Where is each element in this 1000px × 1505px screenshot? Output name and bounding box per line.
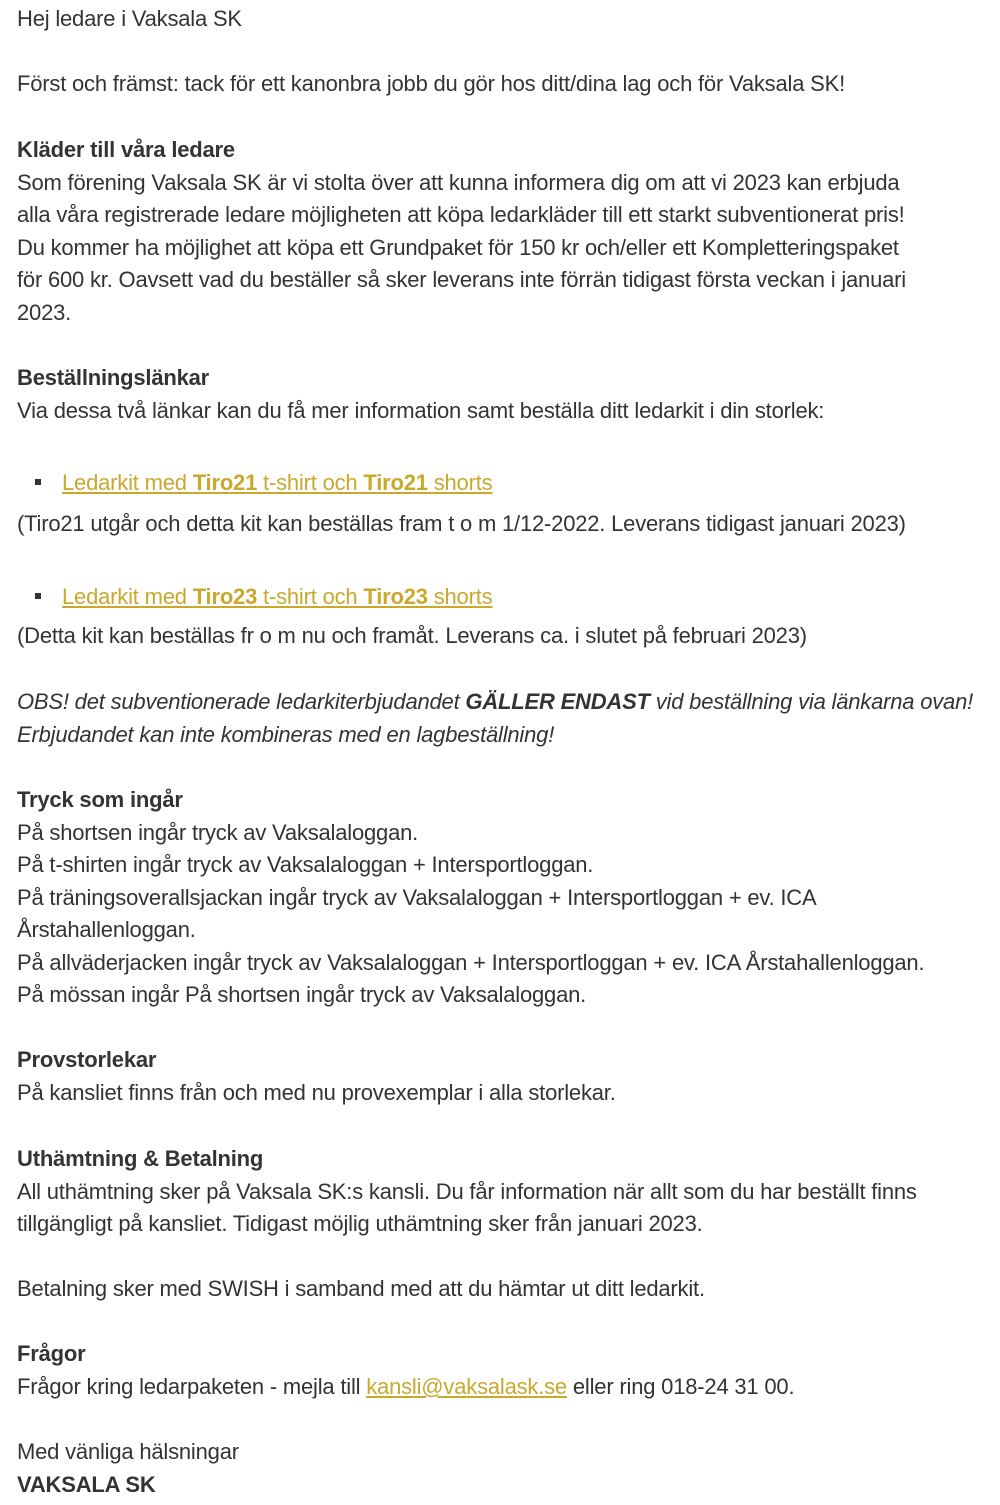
tiro23-order-link[interactable]: Ledarkit med Tiro23 t-shirt och Tiro23 shorts: [62, 584, 493, 609]
org-signature: VAKSALA SK: [17, 1472, 156, 1497]
print-line: På allväderjacken ingår tryck av Vaksalaloggan + Intersportloggan + ev. ICA Årstahallenloggan.: [17, 950, 925, 975]
obs-notice-line2: Erbjudandet kan inte kombineras med en lagbeställning!: [17, 722, 555, 747]
questions-heading: Frågor: [17, 1341, 86, 1366]
print-heading: Tryck som ingår: [17, 787, 183, 812]
regards-text: Med vänliga hälsningar: [17, 1439, 239, 1464]
clothes-line: 2023.: [17, 300, 72, 325]
tiro21-note: (Tiro21 utgår och detta kit kan beställas fram t o m 1/12-2022. Leverans tidigast januari 2023): [17, 511, 906, 536]
print-line: På t-shirten ingår tryck av Vaksalaloggan + Intersportloggan.: [17, 852, 594, 877]
pickup-line: All uthämtning sker på Vaksala SK:s kansli. Du får information när allt som du har beställt finns: [17, 1179, 917, 1204]
order-heading: Beställningslänkar: [17, 365, 210, 390]
clothes-line: Du kommer ha möjlighet att köpa ett Grundpaket för 150 kr och/eller ett Kompletteringspaket: [17, 235, 899, 260]
pickup-heading: Uthämtning & Betalning: [17, 1146, 264, 1171]
obs-notice: OBS! det subventionerade ledarkiterbjudandet GÄLLER ENDAST vid beställning via länkarna ovan!: [17, 689, 974, 714]
print-line: På shortsen ingår tryck av Vaksalaloggan.: [17, 820, 419, 845]
clothes-line: alla våra registrerade ledare möjligheten att köpa ledarkläder till ett starkt subventionerat pris!: [17, 202, 905, 227]
clothes-line: Som förening Vaksala SK är vi stolta över att kunna informera dig om att vi 2023 kan erbjuda: [17, 170, 900, 195]
print-line: På mössan ingår På shortsen ingår tryck av Vaksalaloggan.: [17, 982, 587, 1007]
order-text: Via dessa två länkar kan du få mer information samt beställa ditt ledarkit i din storlek:: [17, 398, 825, 423]
print-line: Årstahallenloggan.: [17, 917, 196, 942]
email-link[interactable]: kansli@vaksalask.se: [366, 1374, 567, 1399]
bullet-icon: [35, 593, 41, 599]
bullet-icon: [35, 479, 41, 485]
clothes-line: för 600 kr. Oavsett vad du beställer så sker leverans inte förrän tidigast första veckan i januari: [17, 267, 906, 292]
questions-text: Frågor kring ledarpaketen - mejla till kansli@vaksalask.se eller ring 018-24 31 00.: [17, 1374, 795, 1399]
tiro21-order-link[interactable]: Ledarkit med Tiro21 t-shirt och Tiro21 shorts: [62, 470, 493, 495]
print-line: På träningsoverallsjackan ingår tryck av Vaksalaloggan + Intersportloggan + ev. ICA: [17, 885, 817, 910]
order-link-item-tiro23: [35, 584, 492, 610]
pickup-line: tillgängligt på kansliet. Tidigast möjlig uthämtning sker från januari 2023.: [17, 1211, 703, 1236]
order-link-item-tiro21: [35, 470, 492, 496]
tiro23-note: (Detta kit kan beställas fr o m nu och framåt. Leverans ca. i slutet på februari 2023): [17, 623, 807, 648]
sizes-text: På kansliet finns från och med nu provexemplar i alla storlekar.: [17, 1080, 616, 1105]
payment-text: Betalning sker med SWISH i samband med att du hämtar ut ditt ledarkit.: [17, 1276, 705, 1301]
greeting: Hej ledare i Vaksala SK: [17, 6, 242, 31]
sizes-heading: Provstorlekar: [17, 1047, 157, 1072]
clothes-heading: Kläder till våra ledare: [17, 137, 235, 162]
intro-text: Först och främst: tack för ett kanonbra jobb du gör hos ditt/dina lag och för Vaksala SK!: [17, 71, 846, 96]
